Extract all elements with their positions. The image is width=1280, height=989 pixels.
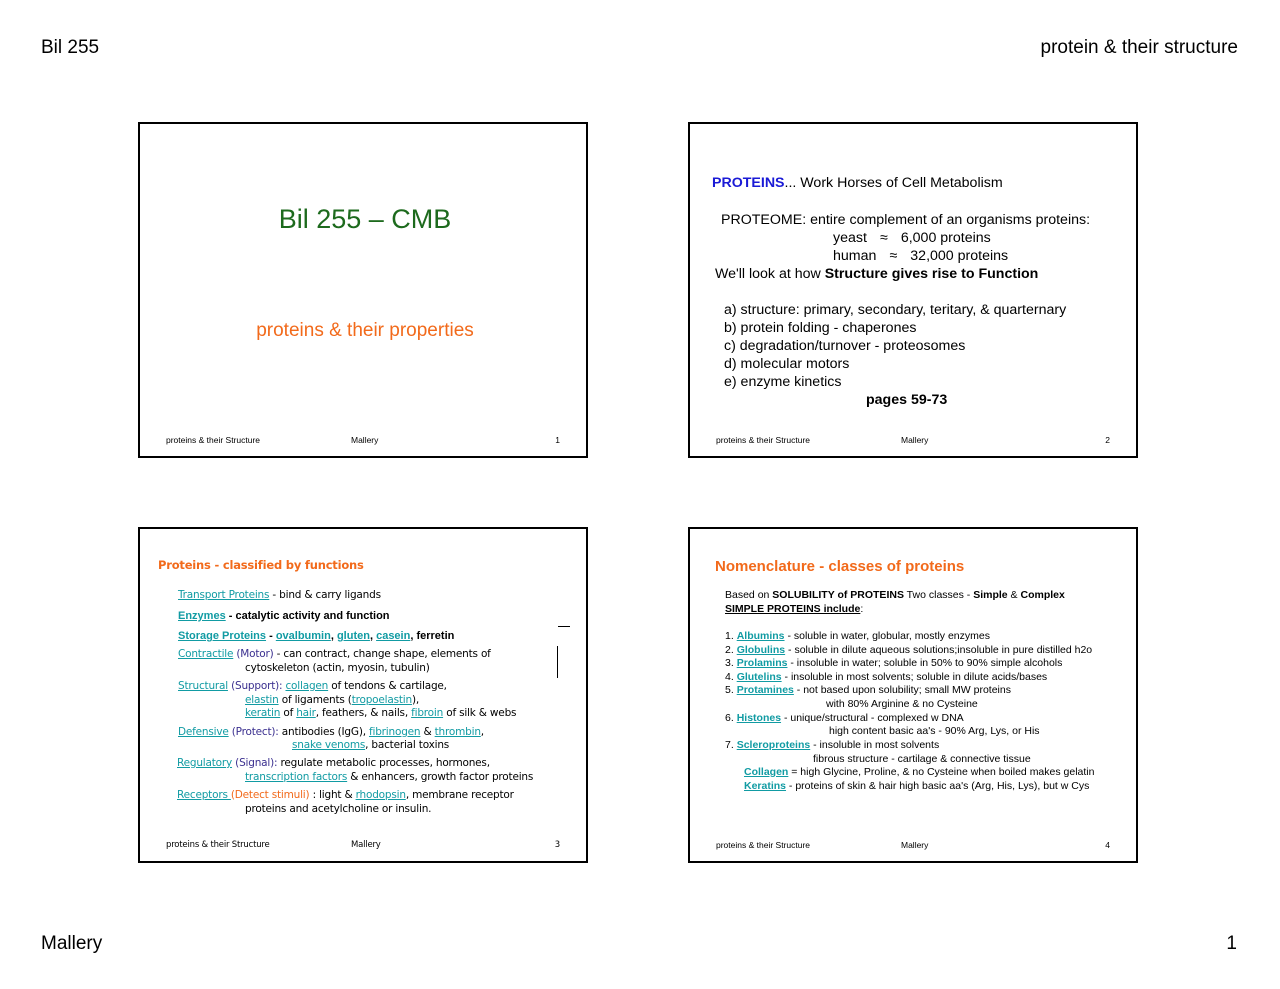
slide-number: 1 (555, 435, 560, 445)
regulatory-text: regulate metabolic processes, hormones, (277, 757, 490, 769)
protamines-cont: with 80% Arginine & no Cysteine (826, 698, 978, 710)
transcription-text: & enhancers, growth factor proteins (347, 771, 534, 783)
complex: Complex (1020, 589, 1065, 601)
list-item (725, 657, 1062, 669)
enzymes-link[interactable]: Enzymes (178, 610, 226, 622)
hair-link[interactable]: hair (296, 707, 316, 719)
slide-title: Bil 255 – CMB (278, 204, 452, 234)
snake-line (292, 739, 449, 751)
transcription-line (245, 771, 533, 783)
receptors-text: : light & (309, 789, 356, 801)
pages-ref: pages 59-73 (866, 392, 948, 408)
contractile-paren: (Motor) (233, 648, 274, 660)
item-text: - insoluble in most solvents; soluble in dilute acids/bases (781, 671, 1048, 683)
comma: , (369, 630, 377, 642)
albumins-link[interactable]: Albumins (736, 630, 785, 642)
storage-sep: - (266, 630, 276, 642)
slide-heading (712, 175, 1003, 191)
slide-number: 2 (1105, 435, 1110, 445)
list-item: c) degradation/turnover - proteosomes (724, 338, 966, 354)
rhodopsin-link[interactable]: rhodopsin (355, 789, 406, 801)
colon: : (860, 603, 864, 615)
item-num: 4. (725, 671, 737, 683)
keratins-link[interactable]: Keratins (744, 780, 787, 792)
keratins-line (744, 780, 1089, 792)
structural-text: of tendons & cartilage, (328, 680, 447, 692)
slide-footer-left: proteins & their Structure (716, 435, 811, 445)
transport-line (178, 589, 381, 601)
list-item (725, 739, 939, 751)
storage-line (178, 630, 454, 642)
receptors-text2: , membrane receptor (405, 789, 514, 801)
slide-number: 3 (554, 840, 560, 850)
defensive-paren: (Protect): (228, 726, 279, 738)
elastin-line (245, 694, 419, 706)
list-item: d) molecular motors (724, 356, 850, 372)
collagen-line (744, 766, 1094, 778)
solubility: SOLUBILITY of PROTEINS (772, 589, 904, 601)
slide-footer-author: Mallery (351, 435, 379, 445)
of-text: of (280, 707, 297, 719)
slide-footer-author: Mallery (901, 840, 929, 850)
slide-1 (138, 122, 588, 458)
list-item (725, 712, 964, 724)
yeast-value: 6,000 proteins (900, 230, 991, 246)
item-text: - soluble in water, globular, mostly enzymes (784, 630, 990, 642)
globulins-link[interactable]: Globulins (736, 644, 786, 656)
yeast-line (833, 230, 991, 246)
two-classes: Two classes - (903, 589, 974, 601)
keratin-link[interactable]: keratin (245, 707, 281, 719)
structural-link[interactable]: Structural (178, 680, 228, 692)
slide-footer-left: proteins & their Structure (166, 435, 261, 445)
slide-4 (688, 527, 1138, 863)
item-num: 7. (725, 739, 737, 751)
approx-symbol: ≈ (889, 248, 898, 264)
list-item: a) structure: primary, secondary, teritary, & quarternary (724, 302, 1067, 318)
receptors-line (177, 789, 514, 801)
item-text: - insoluble in water; soluble in 50% to 90% simple alcohols (787, 657, 1063, 669)
page-header-right: protein & their structure (1040, 37, 1238, 58)
fibrinogen-link[interactable]: fibrinogen (369, 726, 421, 738)
defensive-text: antibodies (IgG), (278, 726, 369, 738)
elastin-text: of ligaments ( (278, 694, 352, 706)
heading-bold: PROTEINS (712, 175, 785, 191)
simple-include-line (725, 603, 863, 615)
decorative-bar (557, 646, 558, 678)
ovalbumin-link[interactable]: ovalbumin (275, 630, 331, 642)
storage-link[interactable]: Storage Proteins (178, 630, 267, 642)
elastin-close: ), (411, 694, 420, 706)
structural-line (178, 680, 447, 692)
keratin-line (245, 707, 516, 719)
receptors-text3: proteins and acetylcholine or insulin. (245, 803, 432, 815)
scleroproteins-link[interactable]: Scleroproteins (736, 739, 811, 751)
receptors-link[interactable]: Receptors (177, 789, 231, 801)
list-item (725, 630, 990, 642)
slide-number: 4 (1105, 840, 1110, 850)
page-header-left: Bil 255 (41, 37, 100, 58)
histones-cont: high content basic aa's - 90% Arg, Lys, or His (829, 725, 1040, 737)
human-label: human (833, 248, 877, 264)
list-item (725, 644, 1092, 656)
slide-3 (138, 527, 588, 863)
contractile-line (178, 648, 491, 660)
glutelins-link[interactable]: Glutelins (736, 671, 782, 683)
look-line (715, 266, 1038, 282)
defensive-line (178, 726, 484, 738)
list-item: b) protein folding - chaperones (724, 320, 917, 336)
list-item (725, 671, 1047, 683)
decorative-dash (558, 626, 570, 627)
look-prefix: We'll look at how (715, 266, 825, 282)
item-num: 5. (725, 684, 737, 696)
page-footer-author: Mallery (41, 933, 103, 954)
proteome-line: PROTEOME: entire complement of an organisms proteins: (721, 212, 1091, 228)
item-num: 1. (725, 630, 737, 642)
transport-text: - bind & carry ligands (269, 589, 381, 601)
based-on: Based on (725, 589, 773, 601)
transcription-link[interactable]: transcription factors (245, 771, 348, 783)
sclero-cont: fibrous structure - cartilage & connective tissue (813, 753, 1031, 765)
snake-link[interactable]: snake venoms (292, 739, 366, 751)
heading-rest: ... Work Horses of Cell Metabolism (784, 175, 1003, 191)
defensive-link[interactable]: Defensive (178, 726, 229, 738)
slide-footer-left: proteins & their Structure (716, 840, 811, 850)
item-text: - insoluble in most solvents (810, 739, 940, 751)
yeast-label: yeast (833, 230, 867, 246)
ferretin-text: , ferretin (410, 630, 455, 642)
approx-symbol: ≈ (879, 230, 888, 246)
transport-link[interactable]: Transport Proteins (178, 589, 270, 601)
comma: , (330, 630, 337, 642)
elastin-link[interactable]: elastin (245, 694, 279, 706)
item-num: 6. (725, 712, 737, 724)
keratin-text: , feathers, & nails, (315, 707, 412, 719)
receptors-paren: (Detect stimuli) (230, 789, 310, 801)
contractile-text2: cytoskeleton (actin, myosin, tubulin) (245, 662, 430, 674)
slide-footer-author: Mallery (901, 435, 929, 445)
human-line (833, 248, 1008, 264)
item-text: - soluble in dilute aqueous solutions;insoluble in pure distilled h2o (785, 644, 1093, 656)
histones-link[interactable]: Histones (736, 712, 782, 724)
look-bold: Structure gives rise to Function (824, 266, 1039, 282)
and: & (1007, 589, 1021, 601)
regulatory-paren: (Signal): (232, 757, 278, 769)
slide-footer-left: proteins & their Structure (166, 840, 270, 850)
structural-paren: (Support): (227, 680, 286, 692)
contractile-link[interactable]: Contractile (178, 648, 234, 660)
amp: & (420, 726, 435, 738)
item-text: - not based upon solubility; small MW proteins (793, 684, 1011, 696)
casein-link[interactable]: casein (376, 630, 411, 642)
defensive-end: , (480, 726, 484, 738)
keratins-text: - proteins of skin & hair high basic aa's (Arg, His, Lys), but w Cys (786, 780, 1090, 792)
slide-heading: Proteins - classified by functions (158, 558, 364, 572)
regulatory-line (177, 757, 490, 769)
fibroin-link[interactable]: fibroin (411, 707, 444, 719)
slide-2 (688, 122, 1138, 458)
slide-footer-author: Mallery (351, 840, 381, 850)
collagen-text: = high Glycine, Proline, & no Cysteine when boiled makes gelatin (788, 766, 1095, 778)
thrombin-link[interactable]: thrombin (434, 726, 481, 738)
list-item: e) enzyme kinetics (724, 374, 842, 390)
regulatory-link[interactable]: Regulatory (177, 757, 233, 769)
slide-subtitle: proteins & their properties (256, 320, 474, 341)
tropoelastin-link[interactable]: tropoelastin (351, 694, 412, 706)
item-num: 2. (725, 644, 737, 656)
protamines-link[interactable]: Protamines (736, 684, 794, 696)
human-value: 32,000 proteins (910, 248, 1009, 264)
slide-heading: Nomenclature - classes of proteins (715, 558, 965, 575)
snake-text: , bacterial toxins (365, 739, 450, 751)
fibroin-text: of silk & webs (443, 707, 517, 719)
based-on-line (725, 589, 1065, 601)
contractile-text: - can contract, change shape, elements of (273, 648, 491, 660)
gluten-link[interactable]: gluten (336, 630, 370, 642)
enzymes-text: - catalytic activity and function (225, 610, 390, 622)
item-num: 3. (725, 657, 737, 669)
page-number: 1 (1226, 933, 1237, 954)
collagen-link[interactable]: Collagen (744, 766, 789, 778)
prolamins-link[interactable]: Prolamins (736, 657, 788, 669)
collagen-link[interactable]: collagen (285, 680, 329, 692)
list-item (725, 684, 1011, 696)
enzymes-line (178, 610, 390, 622)
simple: Simple (973, 589, 1008, 601)
simple-include: SIMPLE PROTEINS include (725, 603, 861, 615)
item-text: - unique/structural - complexed w DNA (781, 712, 964, 724)
